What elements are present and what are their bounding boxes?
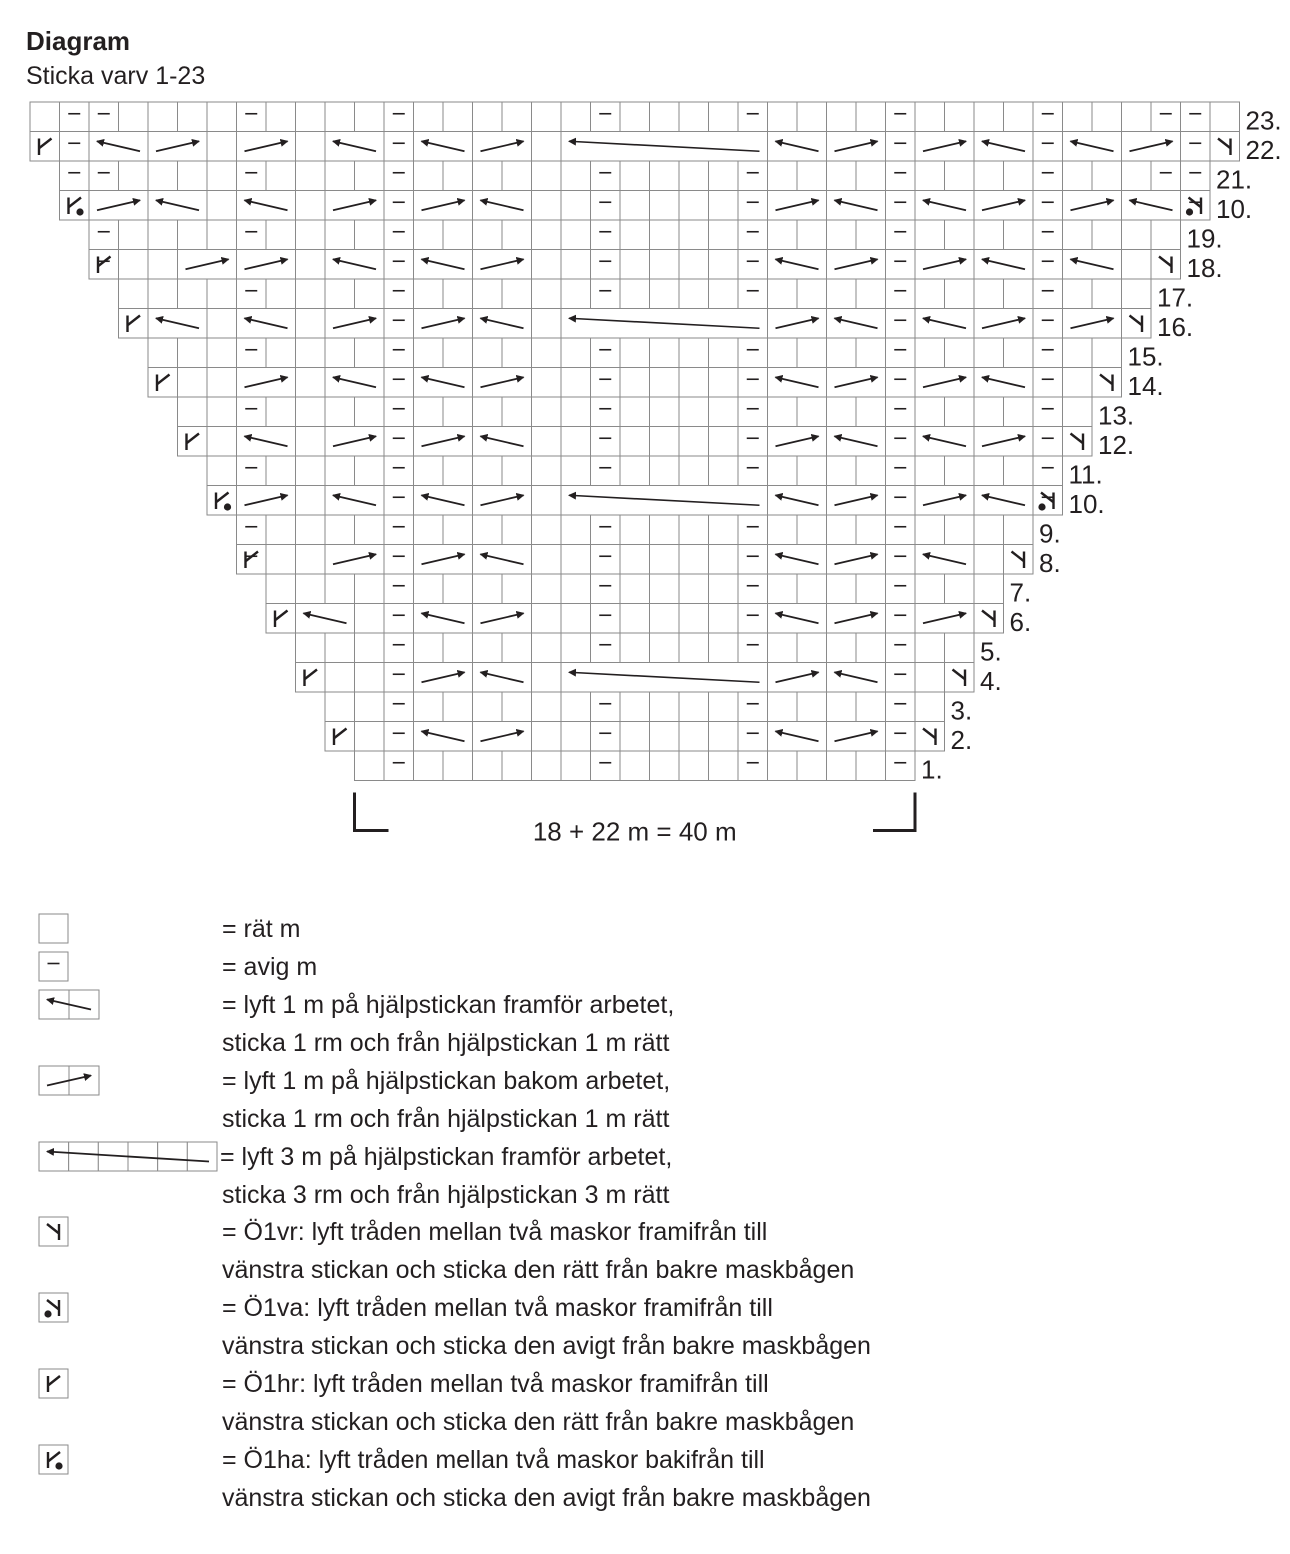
row-label: 16. — [1157, 312, 1194, 342]
legend-text-cross-right: = lyft 1 m på hjälpstickan bakom arbetet, — [222, 1067, 671, 1095]
row-label: 22. — [1245, 135, 1282, 165]
repeat-label: 18 + 22 m = 40 m — [532, 816, 737, 847]
row-label: 1. — [921, 754, 943, 785]
legend-text-M1RP: vänstra stickan och sticka den avigt från bakre maskbågen — [222, 1332, 871, 1360]
legend-symbol-cross-left — [38, 989, 100, 1020]
row-label: 15. — [1127, 341, 1164, 372]
row-label: 6. — [1009, 607, 1032, 637]
legend-symbol-purl — [38, 951, 69, 982]
legend-text-M1L: vänstra stickan och sticka den rätt från bakre maskbågen — [222, 1256, 855, 1284]
row-label: 18. — [1186, 253, 1223, 283]
row-label: 10. — [1216, 194, 1253, 224]
legend-text-M1RP: = Ö1va: lyft tråden mellan två maskor framifrån till — [222, 1294, 773, 1322]
legend-text-cable-3: = lyft 3 m på hjälpstickan framför arbetet, — [220, 1143, 673, 1171]
row-label: 9. — [1039, 518, 1061, 549]
row-label: 13. — [1098, 400, 1135, 431]
legend-text-M1LP: = Ö1ha: lyft tråden mellan två maskor bakifrån till — [222, 1446, 765, 1474]
legend-symbol-M1L — [38, 1216, 69, 1247]
diagram-subtitle: Sticka varv 1-23 — [26, 62, 206, 90]
legend-text-cable-3: sticka 3 rm och från hjälpstickan 3 m rätt — [222, 1181, 670, 1209]
row-label: 19. — [1186, 223, 1223, 254]
row-label: 11. — [1068, 459, 1103, 490]
legend-symbol-M1R — [38, 1368, 69, 1399]
legend-symbol-M1LP — [38, 1444, 69, 1475]
legend-text-knit: = rät m — [222, 915, 301, 943]
legend-text-cross-left: sticka 1 rm och från hjälpstickan 1 m rätt — [222, 1029, 670, 1057]
row-label: 3. — [950, 695, 973, 726]
legend-text-M1L: = Ö1vr: lyft tråden mellan två maskor framifrån till — [222, 1218, 768, 1246]
legend-symbol-cable-3 — [38, 1141, 218, 1172]
row-label: 14. — [1127, 371, 1164, 401]
row-label: 23. — [1245, 105, 1282, 136]
legend-text-cross-right: sticka 1 rm och från hjälpstickan 1 m rätt — [222, 1105, 670, 1133]
legend-text-purl: = avig m — [222, 953, 318, 981]
diagram-title: Diagram — [26, 26, 131, 56]
legend-symbol-M1RP — [38, 1292, 69, 1323]
row-label: 17. — [1157, 282, 1194, 313]
legend-text-cross-left: = lyft 1 m på hjälpstickan framför arbetet, — [222, 991, 675, 1019]
row-label: 4. — [980, 666, 1002, 696]
legend-text-M1R: = Ö1hr: lyft tråden mellan två maskor framifrån till — [222, 1370, 769, 1398]
row-label: 7. — [1009, 577, 1032, 608]
row-label: 21. — [1216, 164, 1253, 195]
legend-symbol-knit — [38, 913, 69, 944]
row-label: 8. — [1039, 548, 1061, 578]
legend-text-M1LP: vänstra stickan och sticka den avigt från bakre maskbågen — [222, 1484, 871, 1512]
row-label: 12. — [1098, 430, 1135, 460]
legend-symbol-cross-right — [38, 1065, 100, 1096]
row-label: 10. — [1068, 489, 1105, 519]
legend-text-M1R: vänstra stickan och sticka den rätt från bakre maskbågen — [222, 1408, 855, 1436]
row-label: 2. — [950, 725, 973, 755]
row-label: 5. — [980, 636, 1002, 667]
